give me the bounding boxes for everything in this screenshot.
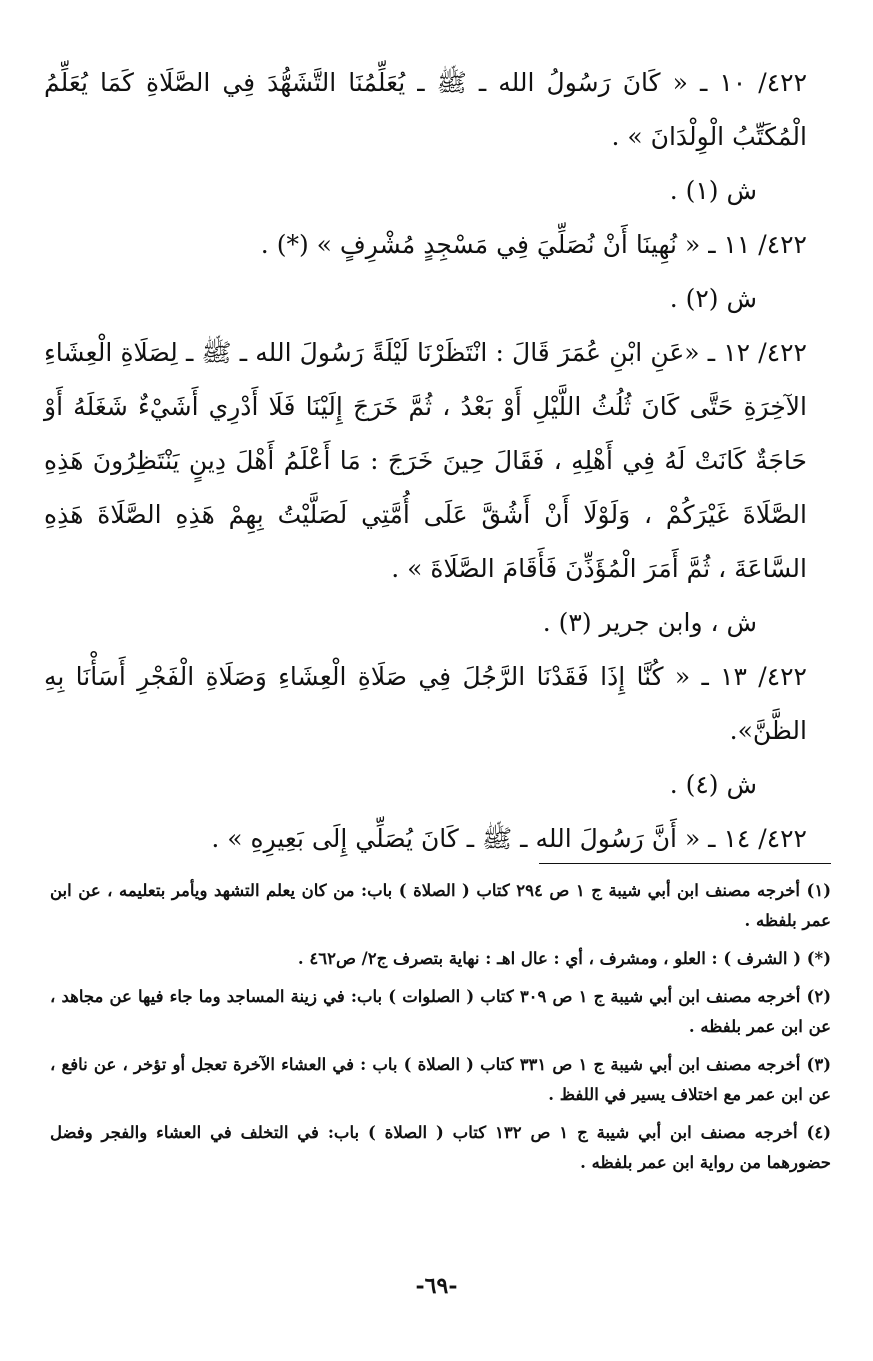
- hadith-source-13: ش (٤) .: [669, 770, 757, 799]
- hadith-source-11: ش (٢) .: [669, 284, 757, 313]
- hadith-entry-13: ٤٢٢/ ١٣ ـ « كُنَّا إِذَا فَقَدْنَا الرَّجُلَ فِي صَلَاةِ الْعِشَاءِ وَصَلَاةِ الْفَجْرِ أَسَأْنَا بِهِ الظَّنَّ».: [44, 662, 807, 745]
- footnote-separator: [539, 863, 831, 864]
- footnote-star: (*) ( الشرف ) : العلو ، ومشرف ، أي : عال اهـ : نهاية بتصرف ج٢/ ص٤٦٢ .: [297, 949, 831, 968]
- hadith-entry-12: ٤٢٢/ ١٢ ـ «عَنِ ابْنِ عُمَرَ قَالَ : انْتَظَرْنَا لَيْلَةً رَسُولَ الله ـ ﷺ ـ لِصَلَاةِ الْعِشَاءِ الآخِرَةِ حَتَّى كَانَ ثُلُثُ اللَّيْلِ أَوْ بَعْدُ ، ثُمَّ خَرَجَ إِلَيْنَا فَلَا أَدْرِي أَشَيْءٌ شَغَلَهُ أَوْ حَاجَةٌ كَانَتْ لَهُ فِي أَهْلِهِ ، فَقَالَ حِينَ خَرَجَ : مَا أَعْلَمُ أَهْلَ دِينٍ يَنْتَظِرُونَ هَذِهِ الصَّلَاةَ غَيْرَكُمْ ، وَلَوْلَا أَنْ أَشُقَّ عَلَى أُمَّتِي لَصَلَّيْتُ بِهِمْ هَذِهِ الصَّلَاةَ هَذِهِ السَّاعَةَ ، ثُمَّ أَمَرَ الْمُؤَذِّنَ فَأَقَامَ الصَّلَاةَ » .: [44, 338, 807, 583]
- hadith-entry-11: ٤٢٢/ ١١ ـ « نُهِينَا أَنْ نُصَلِّيَ فِي مَسْجِدٍ مُشْرِفٍ » (*) .: [260, 230, 807, 259]
- hadith-list: [44, 56, 807, 866]
- hadith-source-10: ش (١) .: [669, 176, 757, 205]
- footnote-2: (٢) أخرجه مصنف ابن أبي شيبة ج ١ ص ٣٠٩ كتاب ( الصلوات ) باب: في زينة المساجد وما جاء فيها عن مجاهد ، عن ابن عمر بلفظه .: [50, 987, 831, 1036]
- page-number: -٦٩-: [415, 1273, 458, 1299]
- hadith-entry-14: ٤٢٢/ ١٤ ـ « أَنَّ رَسُولَ الله ـ ﷺ ـ كَانَ يُصَلِّي إِلَى بَعِيرِهِ » .: [211, 824, 807, 853]
- footnote-3: (٣) أخرجه مصنف ابن أبي شيبة ج ١ ص ٣٣١ كتاب ( الصلاة ) باب : في العشاء الآخرة تعجل أو تؤخر ، عن نافع ، عن ابن عمر مع اختلاف يسير في اللفظ .: [50, 1055, 832, 1104]
- footnote-4: (٤) أخرجه مصنف ابن أبي شيبة ج ١ ص ١٣٢ كتاب ( الصلاة ) باب: في التخلف في العشاء والفجر وفضل حضورهما من رواية ابن عمر بلفظه .: [50, 1123, 831, 1172]
- footnote-1: (١) أخرجه مصنف ابن أبي شيبة ج ١ ص ٢٩٤ كتاب ( الصلاة ) باب: من كان يعلم التشهد ويأمر بتعليمه ، عن ابن عمر بلفظه .: [50, 881, 831, 930]
- hadith-entry-10: ٤٢٢/ ١٠ ـ « كَانَ رَسُولُ الله ـ ﷺ ـ يُعَلِّمُنَا التَّشَهُّدَ فِي الصَّلَاةِ كَمَا يُعَلِّمُ الْمُكَتِّبُ الْوِلْدَانَ » .: [44, 68, 808, 151]
- hadith-source-12: ش ، وابن جرير (٣) .: [542, 608, 757, 637]
- footnotes: [50, 876, 831, 1186]
